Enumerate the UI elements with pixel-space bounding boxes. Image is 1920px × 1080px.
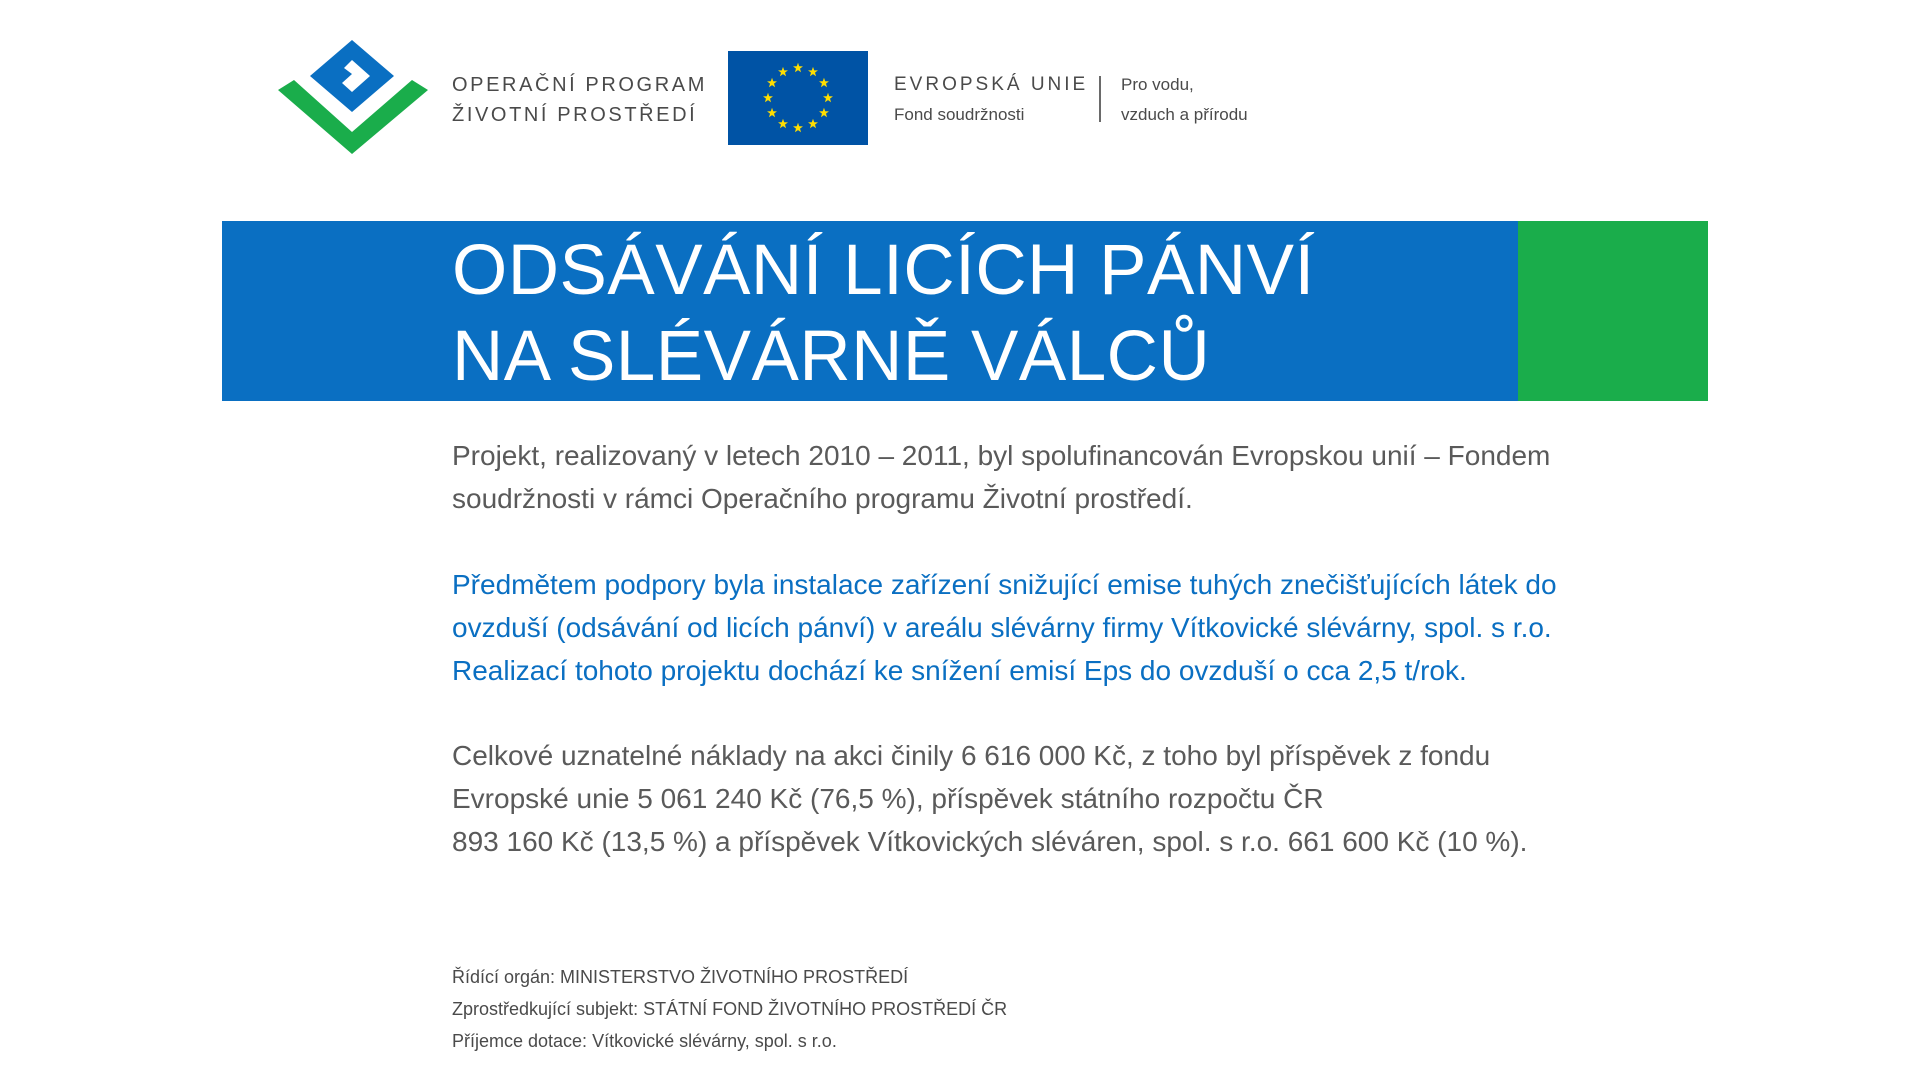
eu-star-icon: [778, 119, 788, 128]
title-line1: ODSÁVÁNÍ LICÍCH PÁNVÍ: [452, 231, 1315, 310]
op-program-line1: OPERAČNÍ PROGRAM: [452, 74, 707, 96]
eu-star-icon: [763, 93, 773, 102]
eu-star-icon: [808, 67, 818, 76]
project-summary-paragraph: [452, 434, 1702, 520]
eu-star-icon: [808, 119, 818, 128]
project-costs-paragraph: [452, 734, 1702, 863]
eu-title: EVROPSKÁ UNIE: [894, 74, 1089, 95]
eu-star-icon: [793, 123, 803, 132]
eu-flag-icon: [728, 51, 868, 145]
op-program-name: [452, 70, 707, 130]
motto: [1121, 70, 1248, 130]
page-title: [452, 228, 1315, 400]
eu-star-icon: [793, 63, 803, 72]
eu-label: [894, 70, 1088, 130]
title-line2: NA SLÉVÁRNĚ VÁLCŮ: [452, 317, 1211, 396]
managing-authority: Řídící orgán: MINISTERSTVO ŽIVOTNÍHO PROSTŘEDÍ: [452, 967, 909, 987]
paragraph-line: Celkové uznatelné náklady na akci činily 6 616 000 Kč, z toho byl příspěvek z fondu: [452, 740, 1491, 771]
paragraph-line: Realizací tohoto projektu dochází ke snížení emisí Eps do ovzduší o cca 2,5 t/rok.: [452, 655, 1467, 686]
grant-recipient: Příjemce dotace: Vítkovické slévárny, spol. s r.o.: [452, 1031, 837, 1051]
intermediate-body: Zprostředkující subjekt: STÁTNÍ FOND ŽIVOTNÍHO PROSTŘEDÍ ČR: [452, 999, 1008, 1019]
op-zp-logo-icon: [278, 38, 428, 158]
title-accent-block: [1518, 221, 1708, 401]
header-divider: [1099, 76, 1101, 122]
project-subject-paragraph: [452, 563, 1702, 692]
eu-star-icon: [819, 78, 829, 87]
motto-line2: vzduch a přírodu: [1121, 105, 1248, 124]
paragraph-line: soudržnosti v rámci Operačního programu Životní prostředí.: [452, 483, 1193, 514]
paragraph-line: Předmětem podpory byla instalace zařízení snižující emise tuhých znečišťujících látek do: [452, 569, 1557, 600]
eu-fund: Fond soudržnosti: [894, 105, 1025, 124]
paragraph-line: ovzduší (odsávání od licích pánví) v areálu slévárny firmy Vítkovické slévárny, spol. s r.o.: [452, 612, 1552, 643]
paragraph-line: Projekt, realizovaný v letech 2010 – 2011, byl spolufinancován Evropskou unií – Fondem: [452, 440, 1551, 471]
op-program-line2: ŽIVOTNÍ PROSTŘEDÍ: [452, 104, 698, 126]
paragraph-line: Evropské unie 5 061 240 Kč (76,5 %), příspěvek státního rozpočtu ČR: [452, 783, 1324, 814]
paragraph-line: 893 160 Kč (13,5 %) a příspěvek Vítkovických sléváren, spol. s r.o. 661 600 Kč (10 %).: [452, 826, 1528, 857]
motto-line1: Pro vodu,: [1121, 75, 1194, 94]
eu-star-icon: [778, 67, 788, 76]
eu-star-icon: [819, 108, 829, 117]
footer-credits: [452, 961, 1007, 1057]
eu-star-icon: [767, 108, 777, 117]
eu-star-icon: [767, 78, 777, 87]
eu-star-icon: [823, 93, 833, 102]
